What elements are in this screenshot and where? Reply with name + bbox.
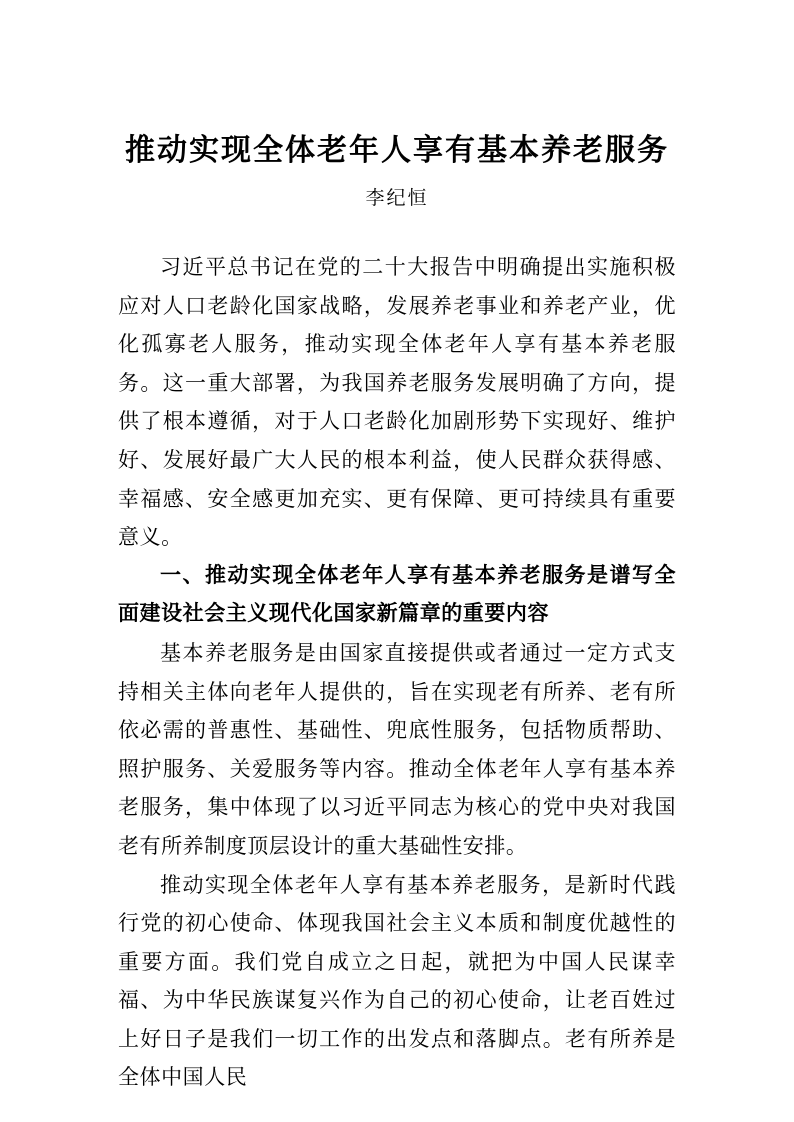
paragraph-intro: 习近平总书记在党的二十大报告中明确提出实施积极应对人口老龄化国家战略，发展养老事业和养老产业，优化孤寡老人服务，推动实现全体老年人享有基本养老服务。这一重大部署，为我国养老服务发展明确了方向，提供了根本遵循，对于人口老龄化加剧形势下实现好、维护好、发展好最广大人民的根本利益，使人民群众获得感、幸福感、安全感更加充实、更有保障、更可持续具有重要意义。	[118, 255, 676, 550]
document-author: 李纪恒	[365, 188, 429, 209]
paragraph-party-mission: 推动实现全体老年人享有基本养老服务，是新时代践行党的初心使命、体现我国社会主义本质和制度优越性的重要方面。我们党自成立之日起，就把为中国人民谋幸福、为中华民族谋复兴作为自己的初心使命，让老百姓过上好日子是我们一切工作的出发点和落脚点。老有所养是全体中国人民	[118, 872, 676, 1090]
document-title: 推动实现全体老年人享有基本养老服务	[125, 134, 669, 167]
document-body	[118, 248, 676, 1097]
paragraph-basic-services-definition: 基本养老服务是由国家直接提供或者通过一定方式支持相关主体向老年人提供的，旨在实现老有所养、老有所依必需的普惠性、基础性、兜底性服务，包括物质帮助、照护服务、关爱服务等内容。推动全体老年人享有基本养老服务，集中体现了以习近平同志为核心的党中央对我国老有所养制度顶层设计的重大基础性安排。	[118, 640, 676, 858]
section-heading-1: 一、推动实现全体老年人享有基本养老服务是谱写全面建设社会主义现代化国家新篇章的重要内容	[118, 563, 676, 626]
